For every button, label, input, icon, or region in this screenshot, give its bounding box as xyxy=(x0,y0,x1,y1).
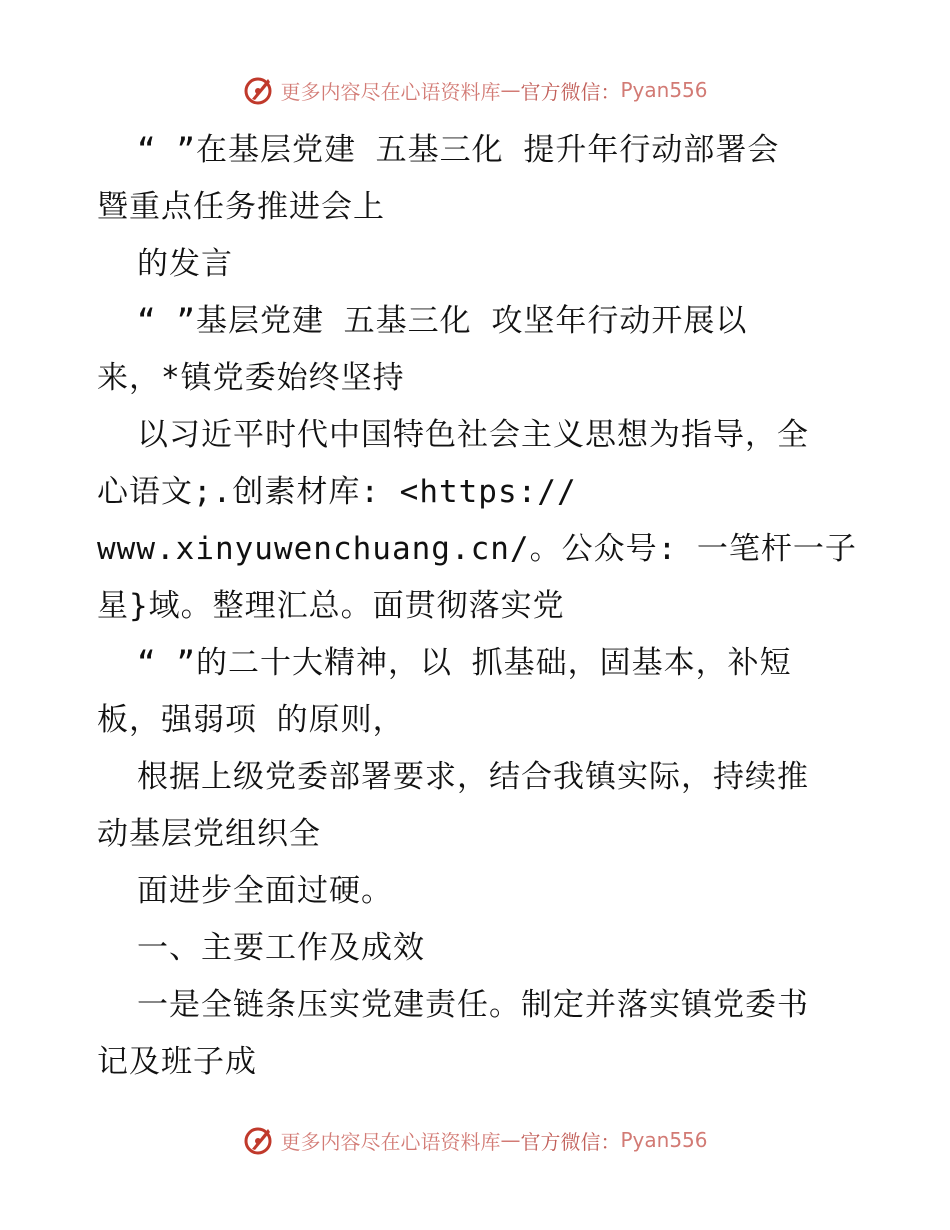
watermark-text: 更多内容尽在心语资料库 xyxy=(280,79,501,104)
quill-circle-icon xyxy=(242,1123,276,1157)
paragraph-line: 面进步全面过硬。 xyxy=(137,873,393,909)
section-heading: 一、主要工作及成效 xyxy=(137,930,425,966)
paragraph-line: 来，*镇党委始终坚持 xyxy=(97,360,405,396)
watermark-dash: — xyxy=(500,78,521,102)
title-line-1: “ ”在基层党建 五基三化 提升年行动部署会 xyxy=(137,132,780,168)
paragraph-line: www.xinyuwenchuang.cn/。公众号: 一笔杆一子 xyxy=(97,531,857,567)
paragraph-line: “ ”的二十大精神，以 抓基础，固基本，补短 xyxy=(137,645,792,681)
watermark-wechat-label: 官方微信： xyxy=(520,1129,621,1154)
paragraph-line: “ ”基层党建 五基三化 攻坚年行动开展以 xyxy=(137,303,748,339)
watermark-dash: — xyxy=(500,1128,521,1152)
paragraph-line: 根据上级党委部署要求，结合我镇实际，持续推 xyxy=(137,759,809,795)
title-line-3: 的发言 xyxy=(137,246,233,282)
watermark-text: 更多内容尽在心语资料库 xyxy=(280,1129,501,1154)
paragraph-line: 一是全链条压实党建责任。制定并落实镇党委书 xyxy=(137,987,809,1023)
watermark-wechat-id: Pyan556 xyxy=(620,1128,708,1152)
paragraph-line: 动基层党组织全 xyxy=(97,816,321,852)
watermark-wechat-label: 官方微信： xyxy=(520,79,621,104)
paragraph-line: 板，强弱项 的原则， xyxy=(97,702,405,738)
watermark-header xyxy=(0,70,950,110)
watermark-wechat-id: Pyan556 xyxy=(620,78,708,102)
watermark-footer xyxy=(0,1120,950,1160)
title-line-2: 暨重点任务推进会上 xyxy=(97,189,385,225)
paragraph-line: 星}域。整理汇总。面贯彻落实党 xyxy=(97,588,565,624)
quill-circle-icon xyxy=(242,73,276,107)
paragraph-line: 心语文;.创素材库: <https:// xyxy=(97,474,577,510)
paragraph-line: 记及班子成 xyxy=(97,1044,257,1080)
paragraph-line: 以习近平时代中国特色社会主义思想为指导，全 xyxy=(137,417,809,453)
document-body xyxy=(97,122,857,1091)
